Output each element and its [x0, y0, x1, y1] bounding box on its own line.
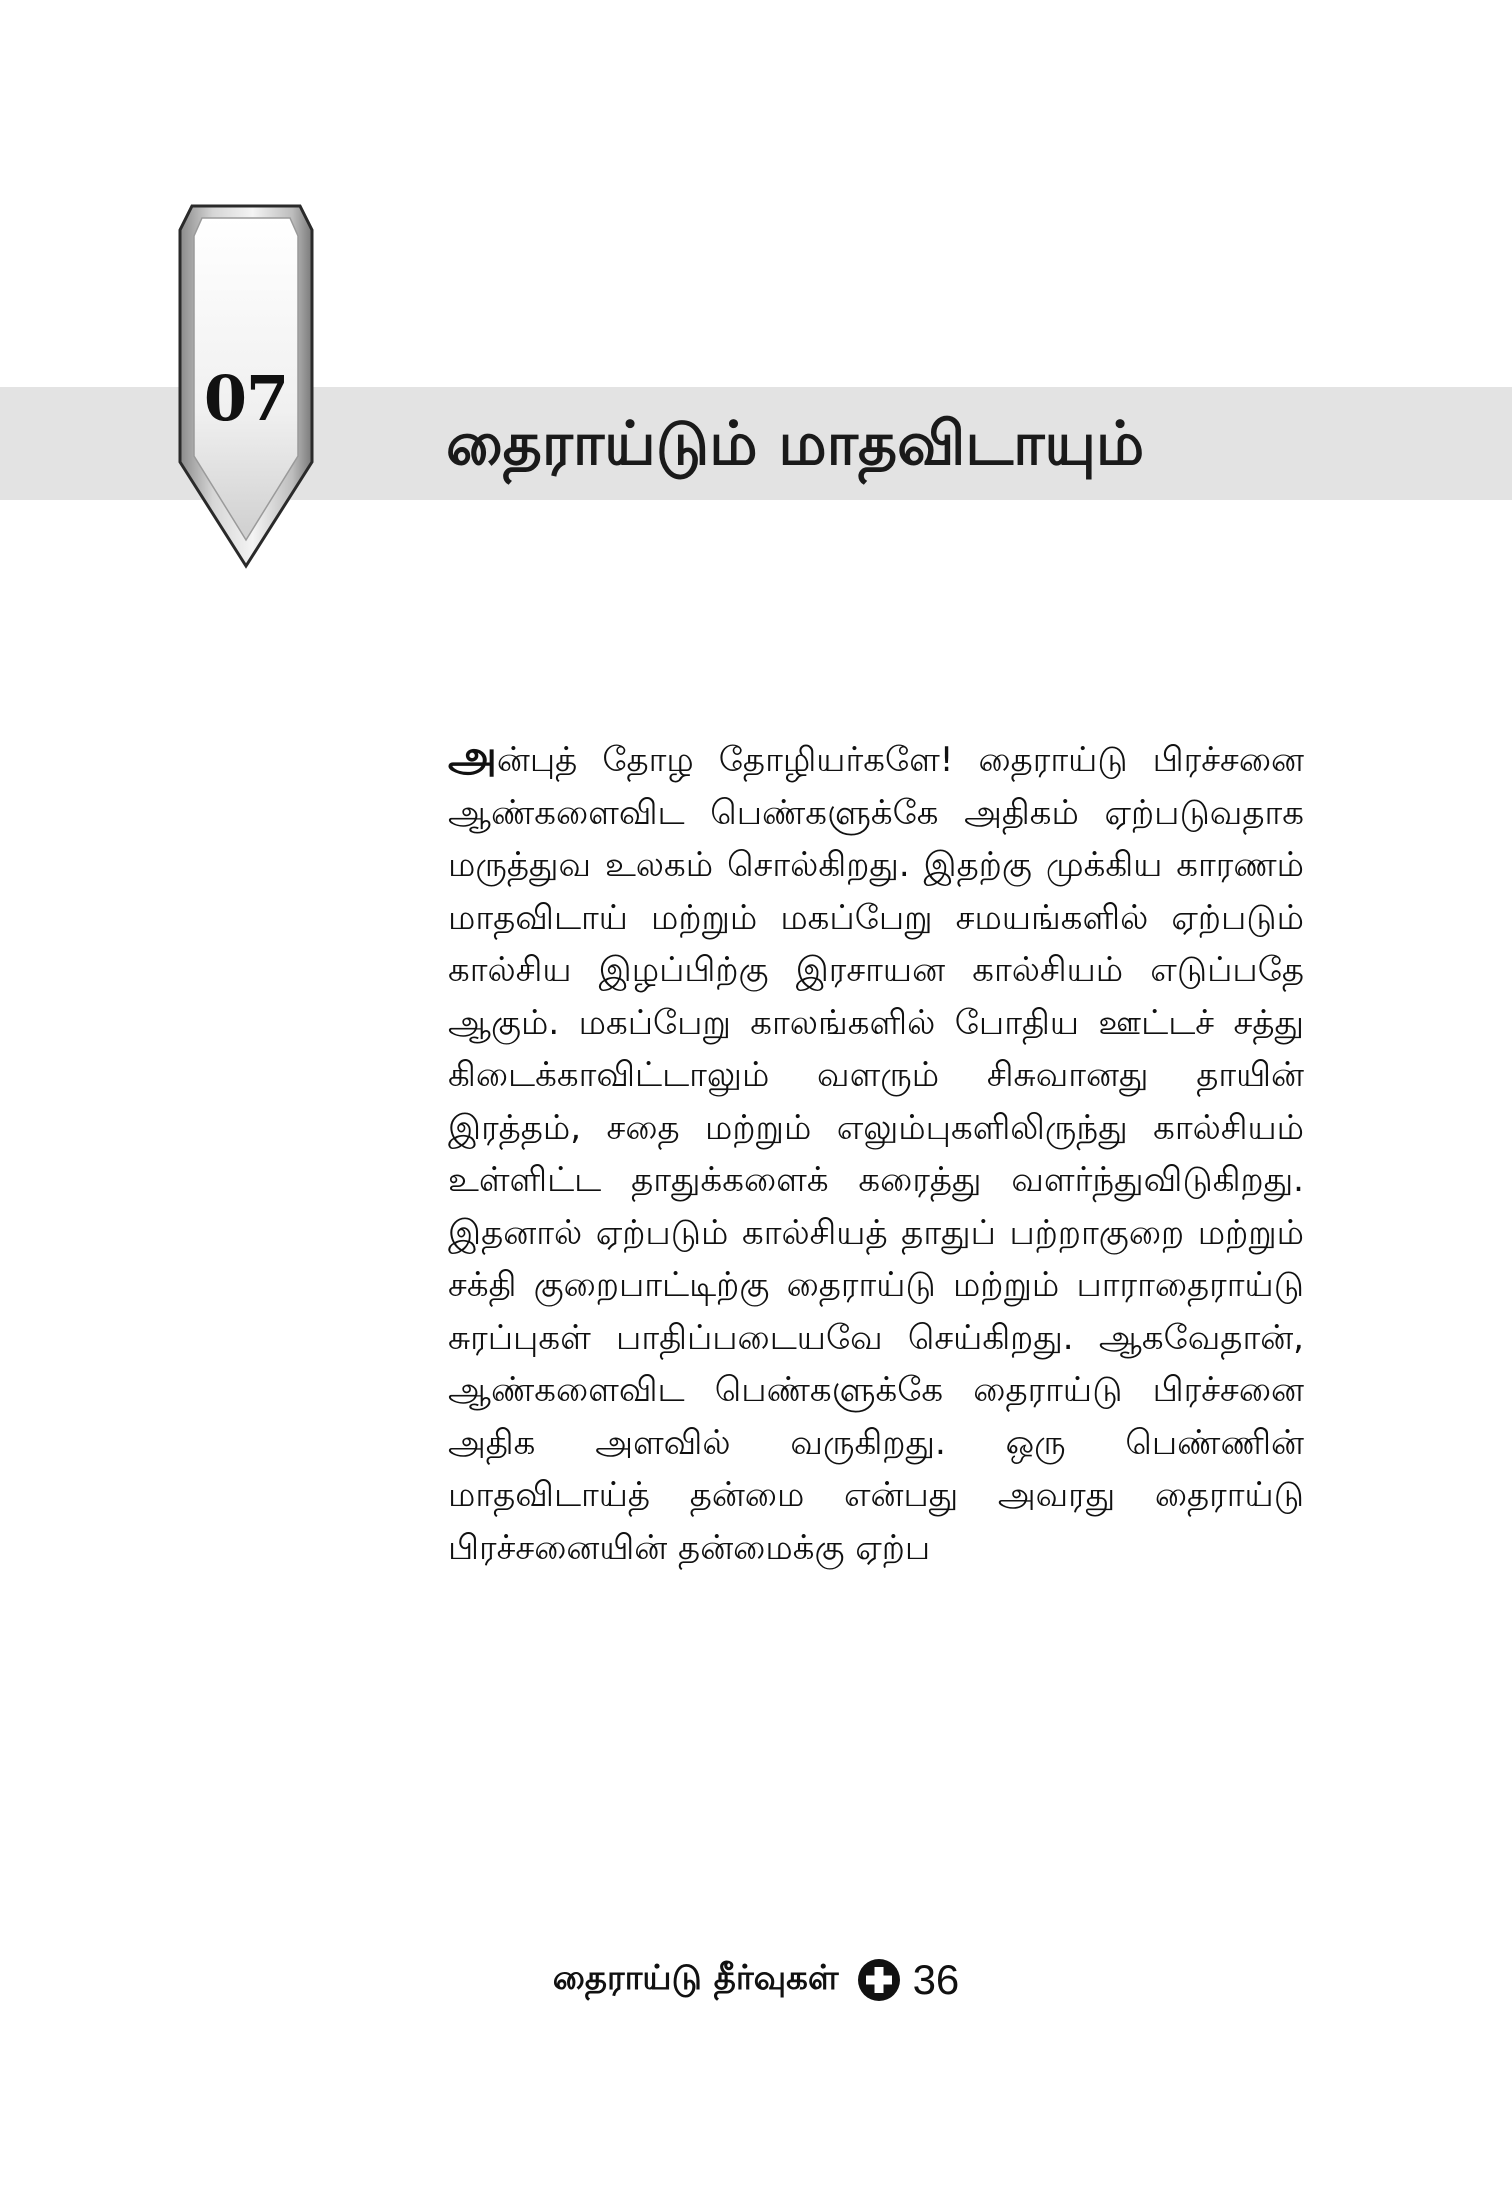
chapter-number: 07 [203, 362, 289, 435]
paragraph-text: ன்புத் தோழ தோழியர்களே! தைராய்டு பிரச்சனை ஆண்களைவிட பெண்களுக்கே அதிகம் ஏற்படுவதாக மருத்துவ உலகம் சொல்கிறது. இதற்கு முக்கிய காரணம் மாதவிடாய் மற்றும் மகப்பேறு சமயங்களில் ஏற்படும் கால்சிய இழப்பிற்கு இரசாயன கால்சியம் எடுப்பதே ஆகும். மகப்பேறு காலங்களில் போதிய ஊட்டச் சத்து கிடைக்காவிட்டாலும் வளரும் சிசுவானது தாயின் இரத்தம், சதை மற்றும் எலும்புகளிலிருந்து கால்சியம் உள்ளிட்ட தாதுக்களைக் கரைத்து வளர்ந்துவிடுகிறது. இதனால் ஏற்படும் கால்சியத் தாதுப் பற்றாகுறை மற்றும் சக்தி குறைபாட்டிற்கு தைராய்டு மற்றும் பாராதைராய்டு சுரப்புகள் பாதிப்படையவே செய்கிறது. ஆகவேதான், ஆண்களைவிட பெண்களுக்கே தைராய்டு பிரச்சனை அதிக அளவில் வருகிறது. ஒரு பெண்ணின் மாதவிடாய்த் தன்மை என்பது அவரது தைராய்டு பிரச்சனையின் தன்மைக்கு ஏற்ப [448, 740, 1304, 1568]
chapter-title: தைராய்டும் மாதவிடாயும் [446, 409, 1145, 479]
page-footer [0, 1950, 1512, 2010]
drop-cap: அ [448, 731, 497, 782]
page-number: 36 [912, 1956, 960, 2003]
cross-icon [857, 1958, 901, 2002]
footer-book-title: தைராய்டு தீர்வுகள் [552, 1958, 839, 1998]
body-paragraph [448, 731, 1304, 1574]
